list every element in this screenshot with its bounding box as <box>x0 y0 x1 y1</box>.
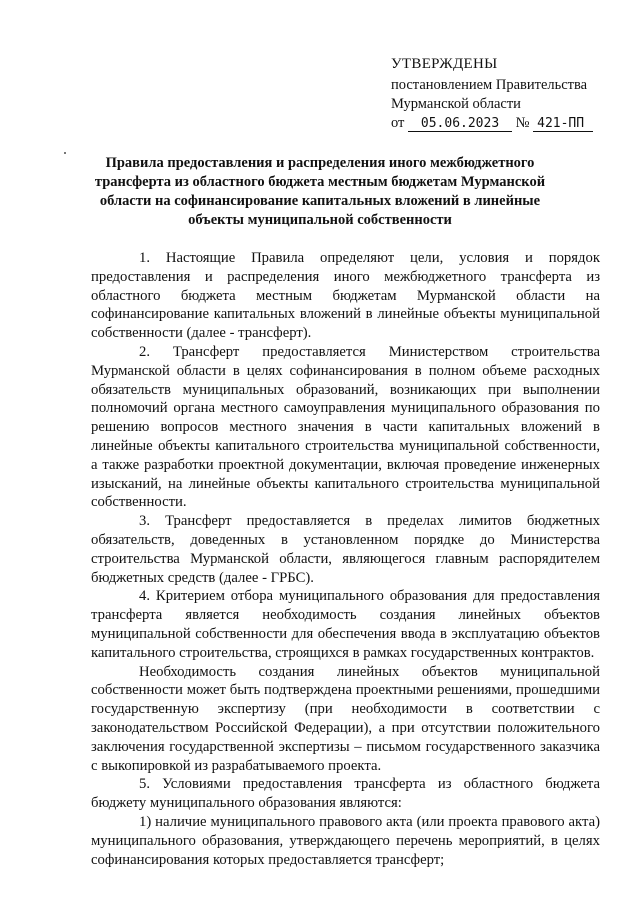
paragraph-3: 3. Трансферт предоставляется в пределах лимитов бюджетных обязательств, доведенных в установленном порядке до Министерства строительства Мурманской области, являющегося главным распорядителем бюджетных средств (далее - ГРБС). <box>91 513 600 586</box>
paragraph-4-note: Необходимость создания линейных объектов муниципальной собственности может быть подтверждена проектными решениями, прошедшими государственную экспертизу (при необходимости в соответствии с законодательством Российской Федерации), а при отсутствии положительного заключения государственной экспертизы – письмом государственного заказчика с выкопировкой из разрабатываемого проекта. <box>91 663 600 774</box>
approval-line-2: Мурманской области <box>391 96 521 112</box>
date-prefix: от <box>391 115 405 131</box>
paragraph-1: 1. Настоящие Правила определяют цели, условия и порядок предоставления и распределения иного межбюджетного трансферта из областного бюджета местным бюджетам Мурманской области на софинансирование капитальных вложений в линейные объекты муниципальной собственности (далее - трансферт). <box>91 250 600 342</box>
paragraph-5-item-1: 1) наличие муниципального правового акта (или проекта правового акта) муниципального образования, утверждающего перечень мероприятий, в целях софинансирования которых предоставляется трансферт; <box>91 813 600 868</box>
paragraph-2: 2. Трансферт предоставляется Министерством строительства Мурманской области в целях софинансирования в полном объеме расходных обязательств муниципальных образований, возникающих при выполнении полномочий органа местного самоуправления муниципального образования по решению вопросов местного значения в части капитальных вложений в линейные объекты капитального строительства муниципальной собственности, а также разработки проектной документации, включая проведение инженерных изысканий, на линейные объекты капитального строительства муниципальной собственности. <box>91 343 600 511</box>
number-prefix: № <box>515 115 530 131</box>
approval-heading: УТВЕРЖДЕНЫ <box>391 56 498 72</box>
scan-speck <box>64 152 66 154</box>
approval-date: 05.06.2023 <box>408 117 512 132</box>
document-title: Правила предоставления и распределения иного межбюджетного трансферта из областного бюджета местным бюджетам Мурманской области на софинансирование капитальных вложений в линейные объекты муниципальной собственности <box>94 155 546 228</box>
approval-number: 421-ПП <box>533 117 593 132</box>
approval-stamp <box>391 55 631 133</box>
paragraph-4: 4. Критерием отбора муниципального образования для предоставления трансферта является необходимость создания линейных объектов муниципальной собственности для обеспечения ввода в эксплуатацию объектов капитального строительства, строящихся в рамках государственных контрактов. <box>91 588 600 661</box>
document-body <box>91 249 600 869</box>
paragraph-5: 5. Условиями предоставления трансферта из областного бюджета бюджету муниципального образования являются: <box>91 776 600 812</box>
approval-date-number <box>391 114 631 133</box>
approval-line-1: постановлением Правительства <box>391 77 588 93</box>
